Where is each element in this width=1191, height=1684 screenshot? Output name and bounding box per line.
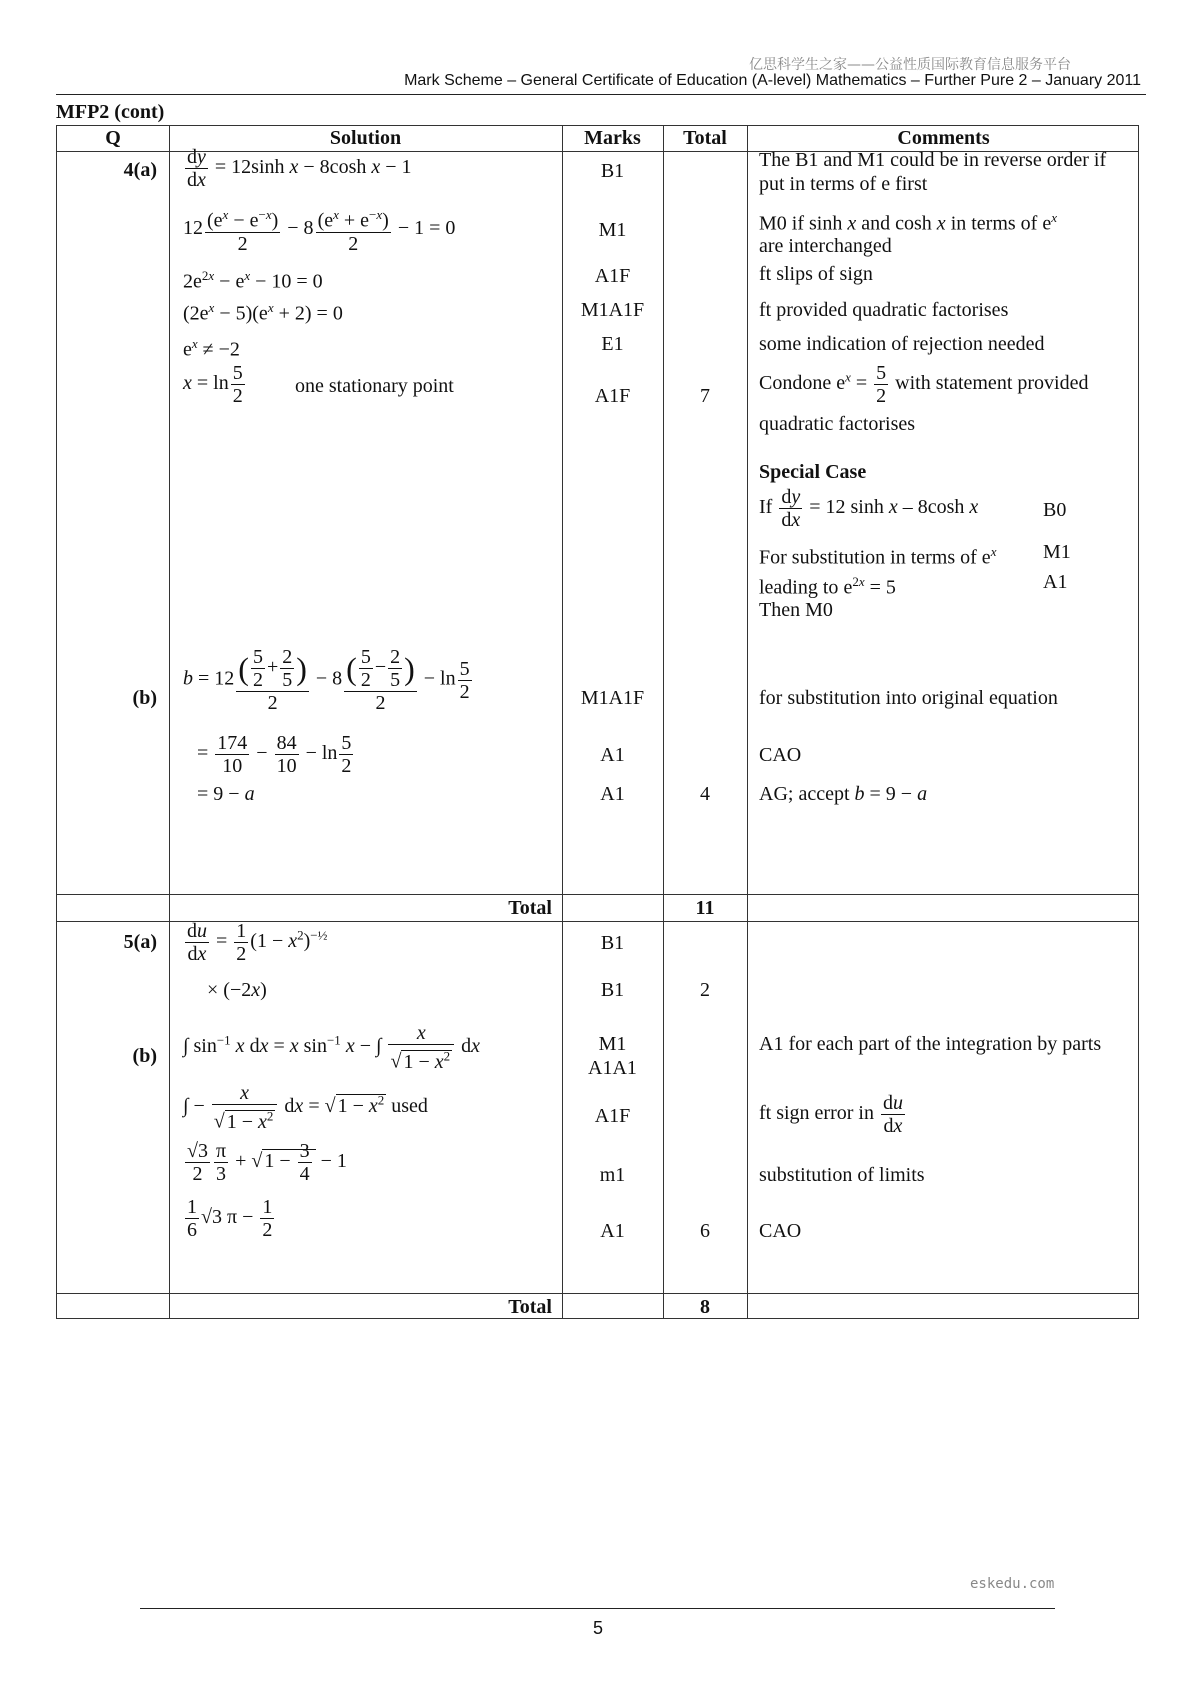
header-marks: Marks: [584, 127, 641, 149]
mark-scheme-table: [56, 125, 1139, 1319]
question-label: (b): [132, 687, 157, 709]
question-total: 4: [700, 783, 710, 805]
mark: A1: [600, 744, 625, 766]
mark: B1: [600, 979, 625, 1001]
mark: A1: [600, 783, 625, 805]
solution-line: $\frac{√3}{2}$ $\frac{\pi}{3}$ + √ 1 − $\frac{3}{4}$ − 1: [187, 1140, 347, 1185]
header-solution: Solution: [329, 127, 402, 149]
solution-line: b = 12 ( $\frac{5}{2}$ + $\frac{2}{5}$ ) 2 − 8 ( $\frac{5}{2}$ − $\frac{2}{5}$ ) 2 − ln $\frac{5}{2}$: [183, 646, 470, 714]
question-label: 4(a): [123, 159, 157, 181]
grand-total: 8: [700, 1296, 710, 1318]
solution-line: $(2e^x - 5)(e^x + 2) = 0$: [183, 300, 343, 325]
column-divider: [169, 126, 170, 1318]
watermark: eskedu.com: [970, 1576, 1055, 1592]
special-case-line: leading to $e^{2x} = 5$: [759, 574, 896, 599]
site-banner: 亿思科学生之家——公益性质国际教育信息服务平台: [749, 57, 1071, 73]
special-case-line: Then M0: [759, 599, 833, 621]
mark: B1: [600, 932, 625, 954]
mark: M1A1F: [580, 299, 645, 321]
header-q: Q: [105, 127, 121, 149]
special-case-mark: B0: [1043, 499, 1067, 521]
solution-line: = $\frac{174}{10}$ − $\frac{84}{10}$ − ln $\frac{5}{2}$: [197, 732, 352, 777]
special-case-title: Special Case: [759, 461, 867, 483]
stationary-note: one stationary point: [295, 375, 454, 397]
mark: M1A1F: [580, 687, 645, 709]
mark: A1: [600, 1220, 625, 1242]
page-number: 5: [592, 1618, 603, 1638]
solution-line: $\frac{1}{6}$ √3 π − $\frac{1}{2}$: [187, 1196, 273, 1241]
comment: substitution of limits: [759, 1164, 925, 1186]
question-total: 7: [700, 385, 710, 407]
header-rule: [56, 94, 1146, 95]
row-rule: [57, 894, 1138, 895]
question-label: (b): [132, 1045, 157, 1067]
solution-line: $2e^{2x} - e^x - 10 = 0$: [183, 268, 323, 293]
total-label: Total: [508, 897, 552, 919]
solution-line: ∫ − $\frac{x}{√ 1 - x^2}$ dx = √ $1 - x^2$ used: [183, 1082, 428, 1133]
solution-line: 12 $\frac{(e^x - e^{-x})}{2}$ − 8 $\frac{(e^x + e^{-x})}{2}$ − 1 = 0: [183, 204, 455, 255]
comment: AG; accept b = 9 − a: [759, 783, 928, 805]
mark: E1: [601, 333, 624, 355]
comment: CAO: [759, 1220, 802, 1242]
comment: some indication of rejection needed: [759, 333, 1045, 355]
mark: A1F: [594, 1105, 631, 1127]
mark: A1A1: [588, 1057, 637, 1079]
mark: A1F: [594, 265, 631, 287]
comment: ft slips of sign: [759, 263, 873, 285]
comment: The B1 and M1 could be in reverse order if put in terms of e first: [759, 149, 1107, 195]
comment: for substitution into original equation: [759, 687, 1058, 709]
solution-line: $e^x \ne -2$: [183, 336, 240, 361]
mark: B1: [600, 160, 625, 182]
special-case-line: If $\frac{dy}{dx}$ = 12 sinh x – 8cosh x: [759, 486, 979, 531]
special-case-mark: M1: [1043, 541, 1071, 563]
header-comments: Comments: [897, 127, 990, 149]
grand-total: 11: [695, 897, 715, 919]
section-title: MFP2 (cont): [56, 101, 165, 123]
question-total: 6: [700, 1220, 710, 1242]
solution-line: x = ln $\frac{5}{2}$: [183, 362, 243, 407]
solution-line: $\frac{du}{dx}$ = $\frac{1}{2}$ $(1 - x^2)^{-\frac{1}{2}}$: [187, 920, 328, 965]
special-case-line: For substitution in terms of $e^x$: [759, 544, 997, 569]
question-label: 5(a): [123, 931, 157, 953]
header-total: Total: [683, 127, 727, 149]
comment: Condone $e^x$ = $\frac{5}{2}$ with statement provided: [759, 362, 1089, 407]
column-divider: [663, 126, 664, 1318]
mark: m1: [599, 1164, 626, 1186]
mark: A1F: [594, 385, 631, 407]
solution-line: ∫ $\sin^{-1} x$ dx = x $\sin^{-1} x$ − ∫ $\frac{x}{√ 1 - x^2}$ dx: [183, 1022, 481, 1073]
solution-line: = 9 − a: [197, 783, 255, 805]
footer-rule: [140, 1608, 1055, 1609]
row-rule: [57, 1293, 1138, 1294]
comment: M0 if sinh x and cosh x in terms of $e^x$: [759, 210, 1058, 235]
comment: A1 for each part of the integration by parts: [759, 1033, 1102, 1055]
mark: M1: [598, 219, 627, 241]
solution-line: $\frac{dy}{dx}$ = 12sinh x − 8cosh x − 1: [187, 146, 412, 191]
column-divider: [747, 126, 748, 1318]
special-case-mark: A1: [1043, 571, 1068, 593]
comment: are interchanged: [759, 235, 892, 257]
comment: ft provided quadratic factorises: [759, 299, 1009, 321]
total-label: Total: [508, 1296, 552, 1318]
mark: M1: [598, 1033, 627, 1055]
comment: ft sign error in $\frac{du}{dx}$: [759, 1092, 903, 1137]
document-header: Mark Scheme – General Certificate of Education (A-level) Mathematics – Further Pure 2 – January 2011: [404, 72, 1141, 89]
question-total: 2: [700, 979, 710, 1001]
comment: quadratic factorises: [759, 413, 916, 435]
solution-line: × (−2x): [207, 979, 267, 1001]
comment: CAO: [759, 744, 802, 766]
